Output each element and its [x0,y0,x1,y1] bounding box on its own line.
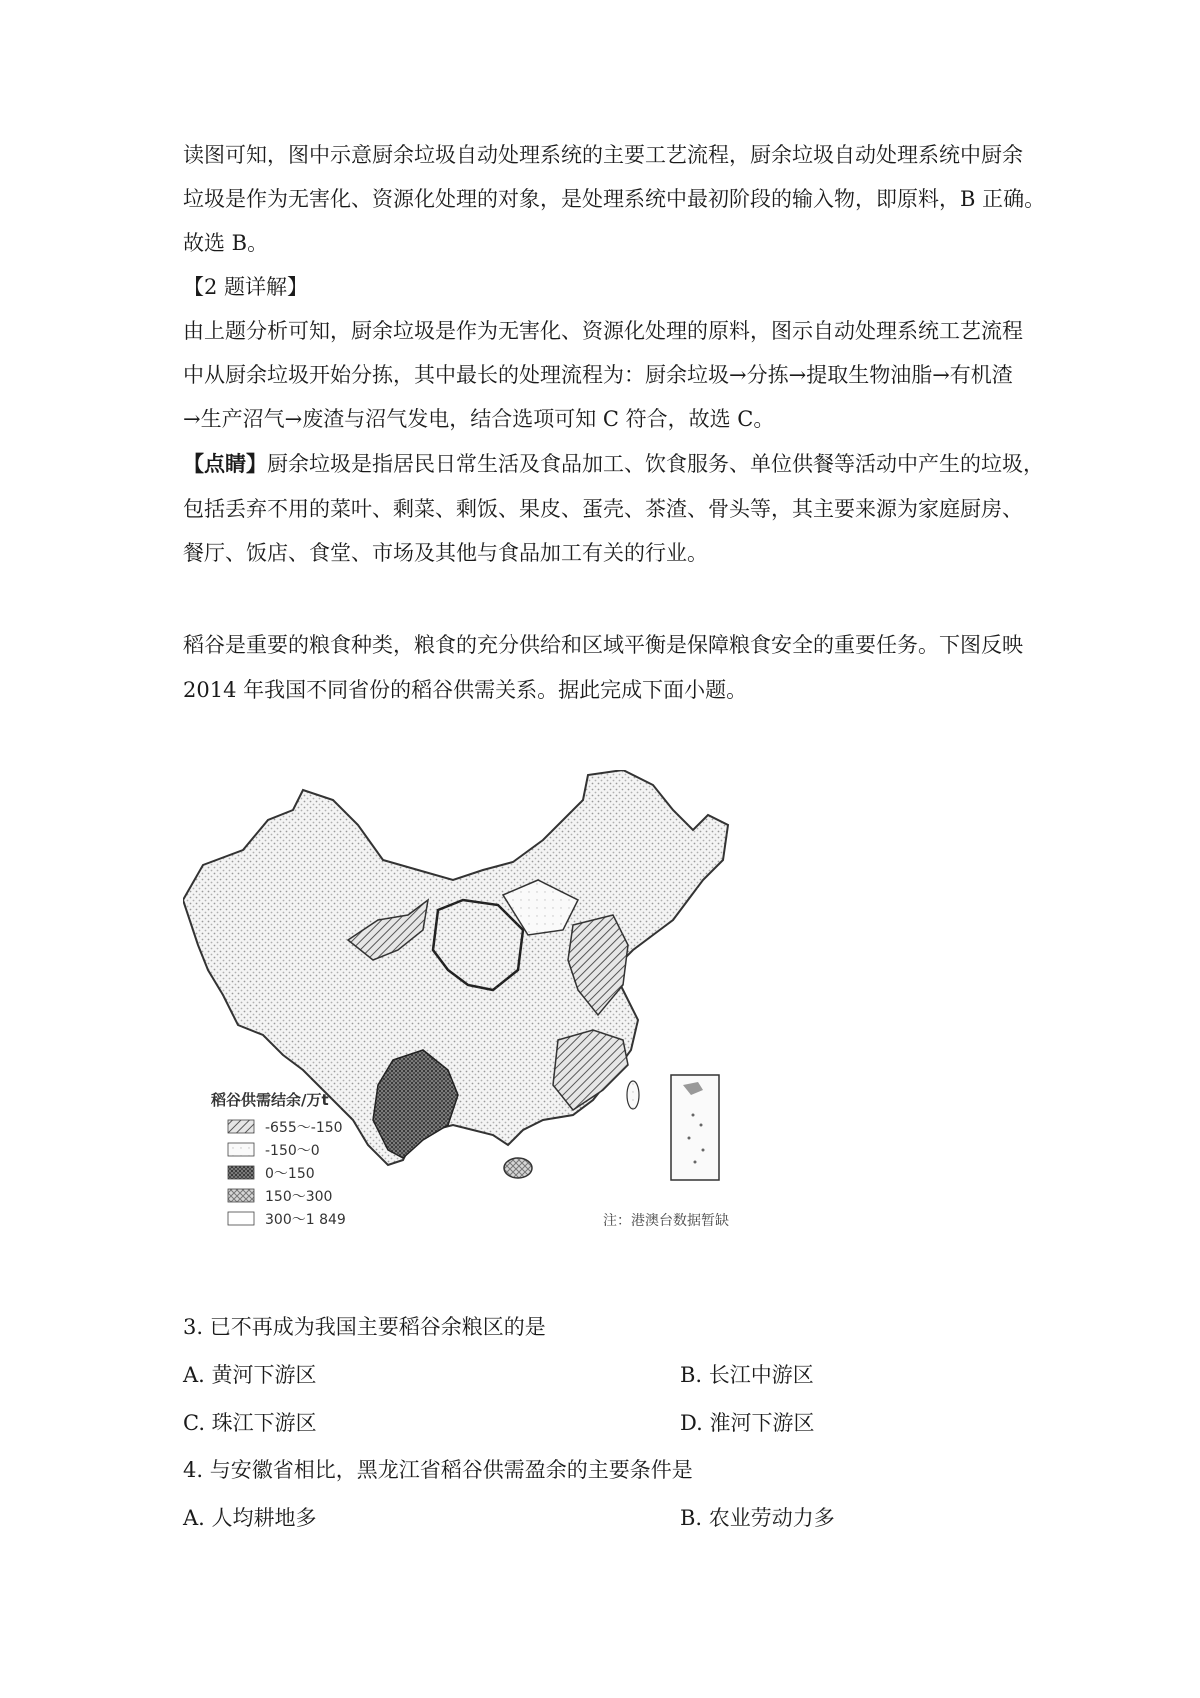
legend-label: 300～1 849 [265,1212,346,1228]
text-line: 垃圾是作为无害化、资源化处理的对象，是处理系统中最初阶段的输入物，即原料，B 正确。 [183,187,1046,211]
map-legend [210,1091,346,1228]
question-stem: 3. 已不再成为我国主要稻谷余粮区的是 [183,1315,546,1339]
text-line: 包括丢弃不用的菜叶、剩菜、剩饭、果皮、蛋壳、茶渣、骨头等，其主要来源为家庭厨房、 [183,497,1023,521]
text-line: 餐厅、饭店、食堂、市场及其他与食品加工有关的行业。 [183,541,708,565]
tip-line [183,449,1044,479]
question-stem: 4. 与安徽省相比，黑龙江省稻谷供需盈余的主要条件是 [183,1458,693,1482]
option-c[interactable]: C. 珠江下游区 [183,1411,317,1435]
legend-label: -150～0 [265,1143,320,1159]
text-line: 稻谷是重要的粮食种类，粮食的充分供给和区域平衡是保障粮食安全的重要任务。下图反映 [183,633,1023,657]
option-a[interactable]: A. 黄河下游区 [183,1363,317,1387]
text-line: 2014 年我国不同省份的稻谷供需关系。据此完成下面小题。 [183,678,748,702]
section-heading: 【2 题详解】 [183,275,309,299]
text-line: 中从厨余垃圾开始分拣，其中最长的处理流程为：厨余垃圾→分拣→提取生物油脂→有机渣 [183,363,1013,387]
text-line: 由上题分析可知，厨余垃圾是作为无害化、资源化处理的原料，图示自动处理系统工艺流程 [183,319,1023,343]
tip-text: 厨余垃圾是指居民日常生活及食品加工、饮食服务、单位供餐等活动中产生的垃圾， [267,452,1044,476]
legend-label: 150～300 [265,1189,333,1205]
legend-label: -655～-150 [265,1120,343,1136]
option-d[interactable]: D. 淮河下游区 [680,1411,815,1435]
legend-label: 0～150 [265,1166,315,1182]
option-b[interactable]: B. 农业劳动力多 [680,1506,835,1530]
tip-label: 【点睛】 [183,451,267,476]
legend-title: 稻谷供需结余/万t [211,1091,329,1109]
option-b[interactable]: B. 长江中游区 [680,1363,814,1387]
china-rice-map [183,770,823,1280]
option-a[interactable]: A. 人均耕地多 [183,1506,317,1530]
text-line: →生产沼气→废渣与沼气发电，结合选项可知 C 符合，故选 C。 [183,407,775,431]
text-line: 故选 B。 [183,231,269,255]
map-note: 注：港澳台数据暂缺 [603,1213,729,1229]
text-line: 读图可知，图中示意厨余垃圾自动处理系统的主要工艺流程，厨余垃圾自动处理系统中厨余 [183,143,1023,167]
